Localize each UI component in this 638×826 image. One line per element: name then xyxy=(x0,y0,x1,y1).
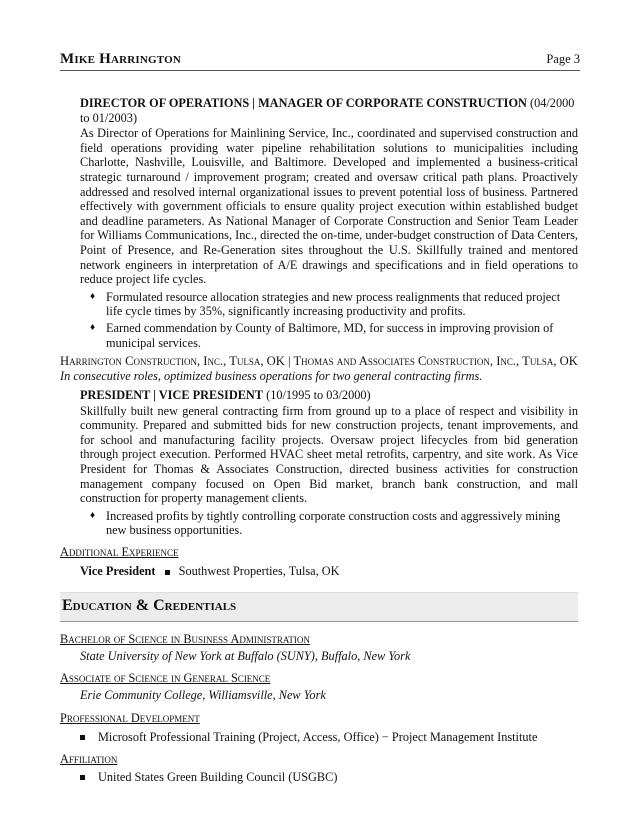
square-bullet-icon xyxy=(80,735,85,740)
diamond-bullet-icon: ♦ xyxy=(90,509,96,521)
list-item: ♦ Formulated resource allocation strategies and new process realignments that reduced project life cycle times by 35%, significantly increasing productivity and profits. xyxy=(90,289,561,319)
degree-2: Associate of Science in General Science xyxy=(60,671,271,685)
professional-development-item: Microsoft Professional Training (Project, Access, Office) − Project Management Institute xyxy=(80,730,580,745)
company-subtitle: In consecutive roles, optimized business operations for two general contracting firms. xyxy=(60,369,483,383)
square-bullet-icon xyxy=(80,775,85,780)
president-description: Skillfully built new general contracting firm from ground up to a place of respect and visibility in community. Prepared and submitted bids for new construction projects, tenant improvements, and for school and manufacturing facility projects. Oversaw project lifecycles from bid generation through project execution. Performed HVAC sheet metal retrofits, carpentry, and site work. As Vice President for Thomas & Associates Construction, directed business activities for construction management company focused on Open Bid market, branch bank construction, and mall construction for property management clients. xyxy=(80,403,578,506)
director-title-line xyxy=(80,96,578,125)
additional-experience-heading: Additional Experience xyxy=(60,545,179,559)
director-bullets xyxy=(80,290,578,350)
director-role xyxy=(80,96,578,352)
page-number: Page 3 xyxy=(546,52,580,66)
additional-role: Vice President xyxy=(80,564,156,578)
list-item: ♦ Increased profits by tightly controlling corporate construction costs and aggressively mining new business opportunities. xyxy=(90,508,561,538)
school-2: Erie Community College, Williamsville, New York xyxy=(80,688,326,702)
affiliation-heading: Affiliation xyxy=(60,752,118,766)
degree-1: Bachelor of Science in Business Administration xyxy=(60,632,310,646)
director-title: DIRECTOR OF OPERATIONS | MANAGER OF CORPORATE CONSTRUCTION xyxy=(80,96,527,110)
additional-experience-entry xyxy=(80,564,580,579)
president-title: PRESIDENT | VICE PRESIDENT xyxy=(80,388,264,402)
page-header xyxy=(60,52,580,71)
president-dates: (10/1995 to 03/2000) xyxy=(266,388,371,402)
section-title: Education & Credentials xyxy=(62,597,237,614)
professional-development-heading: Professional Development xyxy=(60,711,200,725)
president-title-line xyxy=(80,388,578,403)
list-item: ♦ Earned commendation by County of Baltimore, MD, for success in improving provision of municipal services. xyxy=(90,320,554,350)
additional-company: Southwest Properties, Tulsa, OK xyxy=(178,564,340,578)
director-dates: (04/2000 to 01/2003) xyxy=(80,96,575,125)
president-role xyxy=(80,388,578,540)
section-header-education xyxy=(60,592,578,622)
square-bullet-icon xyxy=(165,570,170,575)
diamond-bullet-icon: ♦ xyxy=(90,321,96,333)
president-bullets xyxy=(80,509,578,538)
affiliation-item: United States Green Building Council (USGBC) xyxy=(80,770,580,785)
candidate-name: Mike Harrington xyxy=(60,51,181,67)
director-description: As Director of Operations for Mainlining Service, Inc., coordinated and supervised construction and field operations providing water pipeline rehabilitation solutions to municipalities including Charlotte, Nashville, Louisville, and Baltimore. Developed and implemented a business-critical strategic turnaround / improvement program; created and oversaw critical path plans. Proactively addressed and resolved internal organizational issues to prevent potential loss of business. Partnered effectively with government officials to ensure quality project execution within established budget and deadline parameters. As National Manager of Corporate Construction and Senior Team Leader for Williams Communications, Inc., directed the on-time, under-budget construction of Data Centers, Point of Presence, and Re-Generation sites throughout the U.S. Skillfully trained and mentored network engineers in interpretation of A/E drawings and specifications and in field operations to reduce project life cycles. xyxy=(80,126,578,287)
school-1: State University of New York at Buffalo (SUNY), Buffalo, New York xyxy=(80,649,411,663)
company-line: Harrington Construction, Inc., Tulsa, OK | Thomas and Associates Construction, Inc., Tulsa, OK xyxy=(60,354,578,368)
diamond-bullet-icon: ♦ xyxy=(90,290,96,302)
